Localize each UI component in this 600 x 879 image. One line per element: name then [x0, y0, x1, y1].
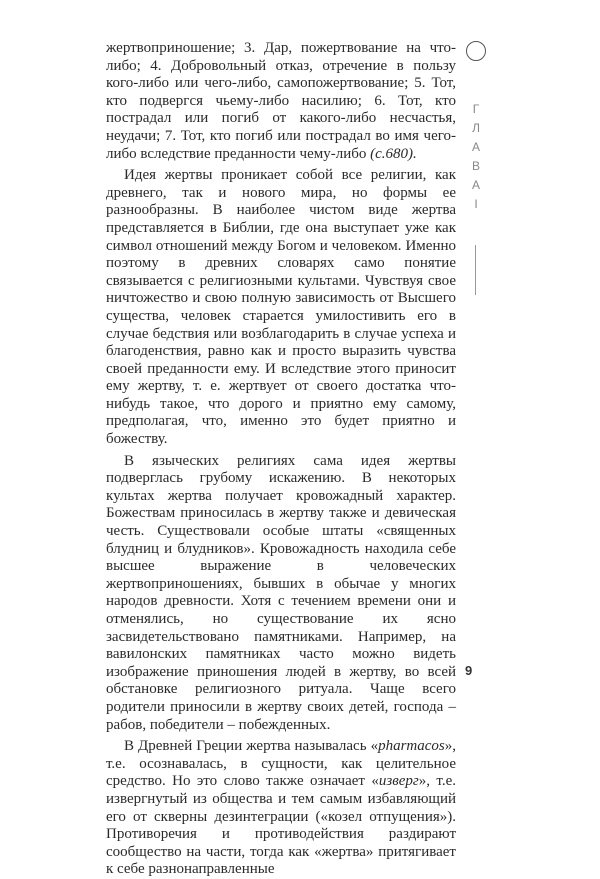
chapter-label [470, 100, 482, 214]
paragraph-definitions [106, 40, 456, 163]
paragraph-text: », т.е. осознавалась, в сущности, как целительное средство. Но это слово также означает « [106, 738, 456, 790]
chapter-number: I [474, 197, 478, 211]
margin-divider [475, 245, 476, 295]
chapter-letter: А [471, 178, 480, 192]
chapter-letter: Л [472, 121, 480, 135]
italic-term: изверг [378, 773, 419, 790]
paragraph-greece [106, 738, 456, 879]
paragraph-pagan: В языческих религиях сама идея жертвы подверглась грубому искажению. В некоторых культах жертва получает кровожадный характер. Божествам приносилась в жертву также и девическая честь. Существовали особые штаты «священных блудниц и блудников». Кровожадность находила себе высшее выражение в человеческих жертвоприношениях, бывших в обычае у многих народов древности. Хотя с течением времени они и отменялись, но существование их ясно засвидетельствовано памятниками. Например, на вавилонских памятниках часто можно видеть изображение приношения людей в жертву, во всей обстановке религиозного ритуала. Чаще всего родители приносили в жертву своих детей, господа – рабов, победители – побежденных. [106, 452, 456, 733]
paragraph-text: жертвоприношение; 3. Дар, пожертвование на что-либо; 4. Добровольный отказ, отречение в пользу кого-либо или чего-либо, самопожертвование; 5. Тот, кто подвергся чьему-либо насилию; 6. Тот, кто пострадал или погиб от какого-либо несчастья, неудачи; 7. Тот, кто погиб или пострадал во имя чего-либо вследствие преданности чему-либо [106, 40, 456, 162]
margin-circle-icon [466, 41, 486, 61]
paragraph-text: », т.е. извергнутый из общества и тем самым избавляющий его от скверны дезинтеграции («козел отпущения»). Противоречия и противодействия раздирают сообщество на части, тогда как «жертва» притягивает к себе разнонаправленные [106, 773, 457, 878]
body-text [106, 40, 456, 879]
paragraph-religion: Идея жертвы проникает собой все религии, как древнего, так и нового мира, но формы ее разнообразны. В наиболее чистом виде жертва представляется в Библии, где она выступает уже как символ отношений между Богом и человеком. Именно поэтому в древних словарях само понятие связывается с религиозными культами. Чувствуя свое ничтожество и свою полную зависимость от Высшего существа, человек старается умилостивить его в случае бедствия или возблагодарить в случае успеха и благоденствия, равно как и просто выразить чувства своей преданности ему. И вследствие этого приносит ему жертву, т. е. жертвует от своего достатка что-нибудь такое, что дорого и приятно ему самому, предполагая, что, именно это будет приятно и божеству. [106, 167, 456, 448]
chapter-letter: В [471, 159, 480, 173]
page-reference: (с.680). [370, 145, 417, 162]
paragraph-text: В Древней Греции жертва называлась « [124, 738, 379, 755]
page-number: 9 [465, 663, 473, 678]
chapter-letter: А [471, 140, 480, 154]
chapter-letter: Г [472, 102, 480, 116]
italic-term: pharmacos [378, 738, 445, 755]
